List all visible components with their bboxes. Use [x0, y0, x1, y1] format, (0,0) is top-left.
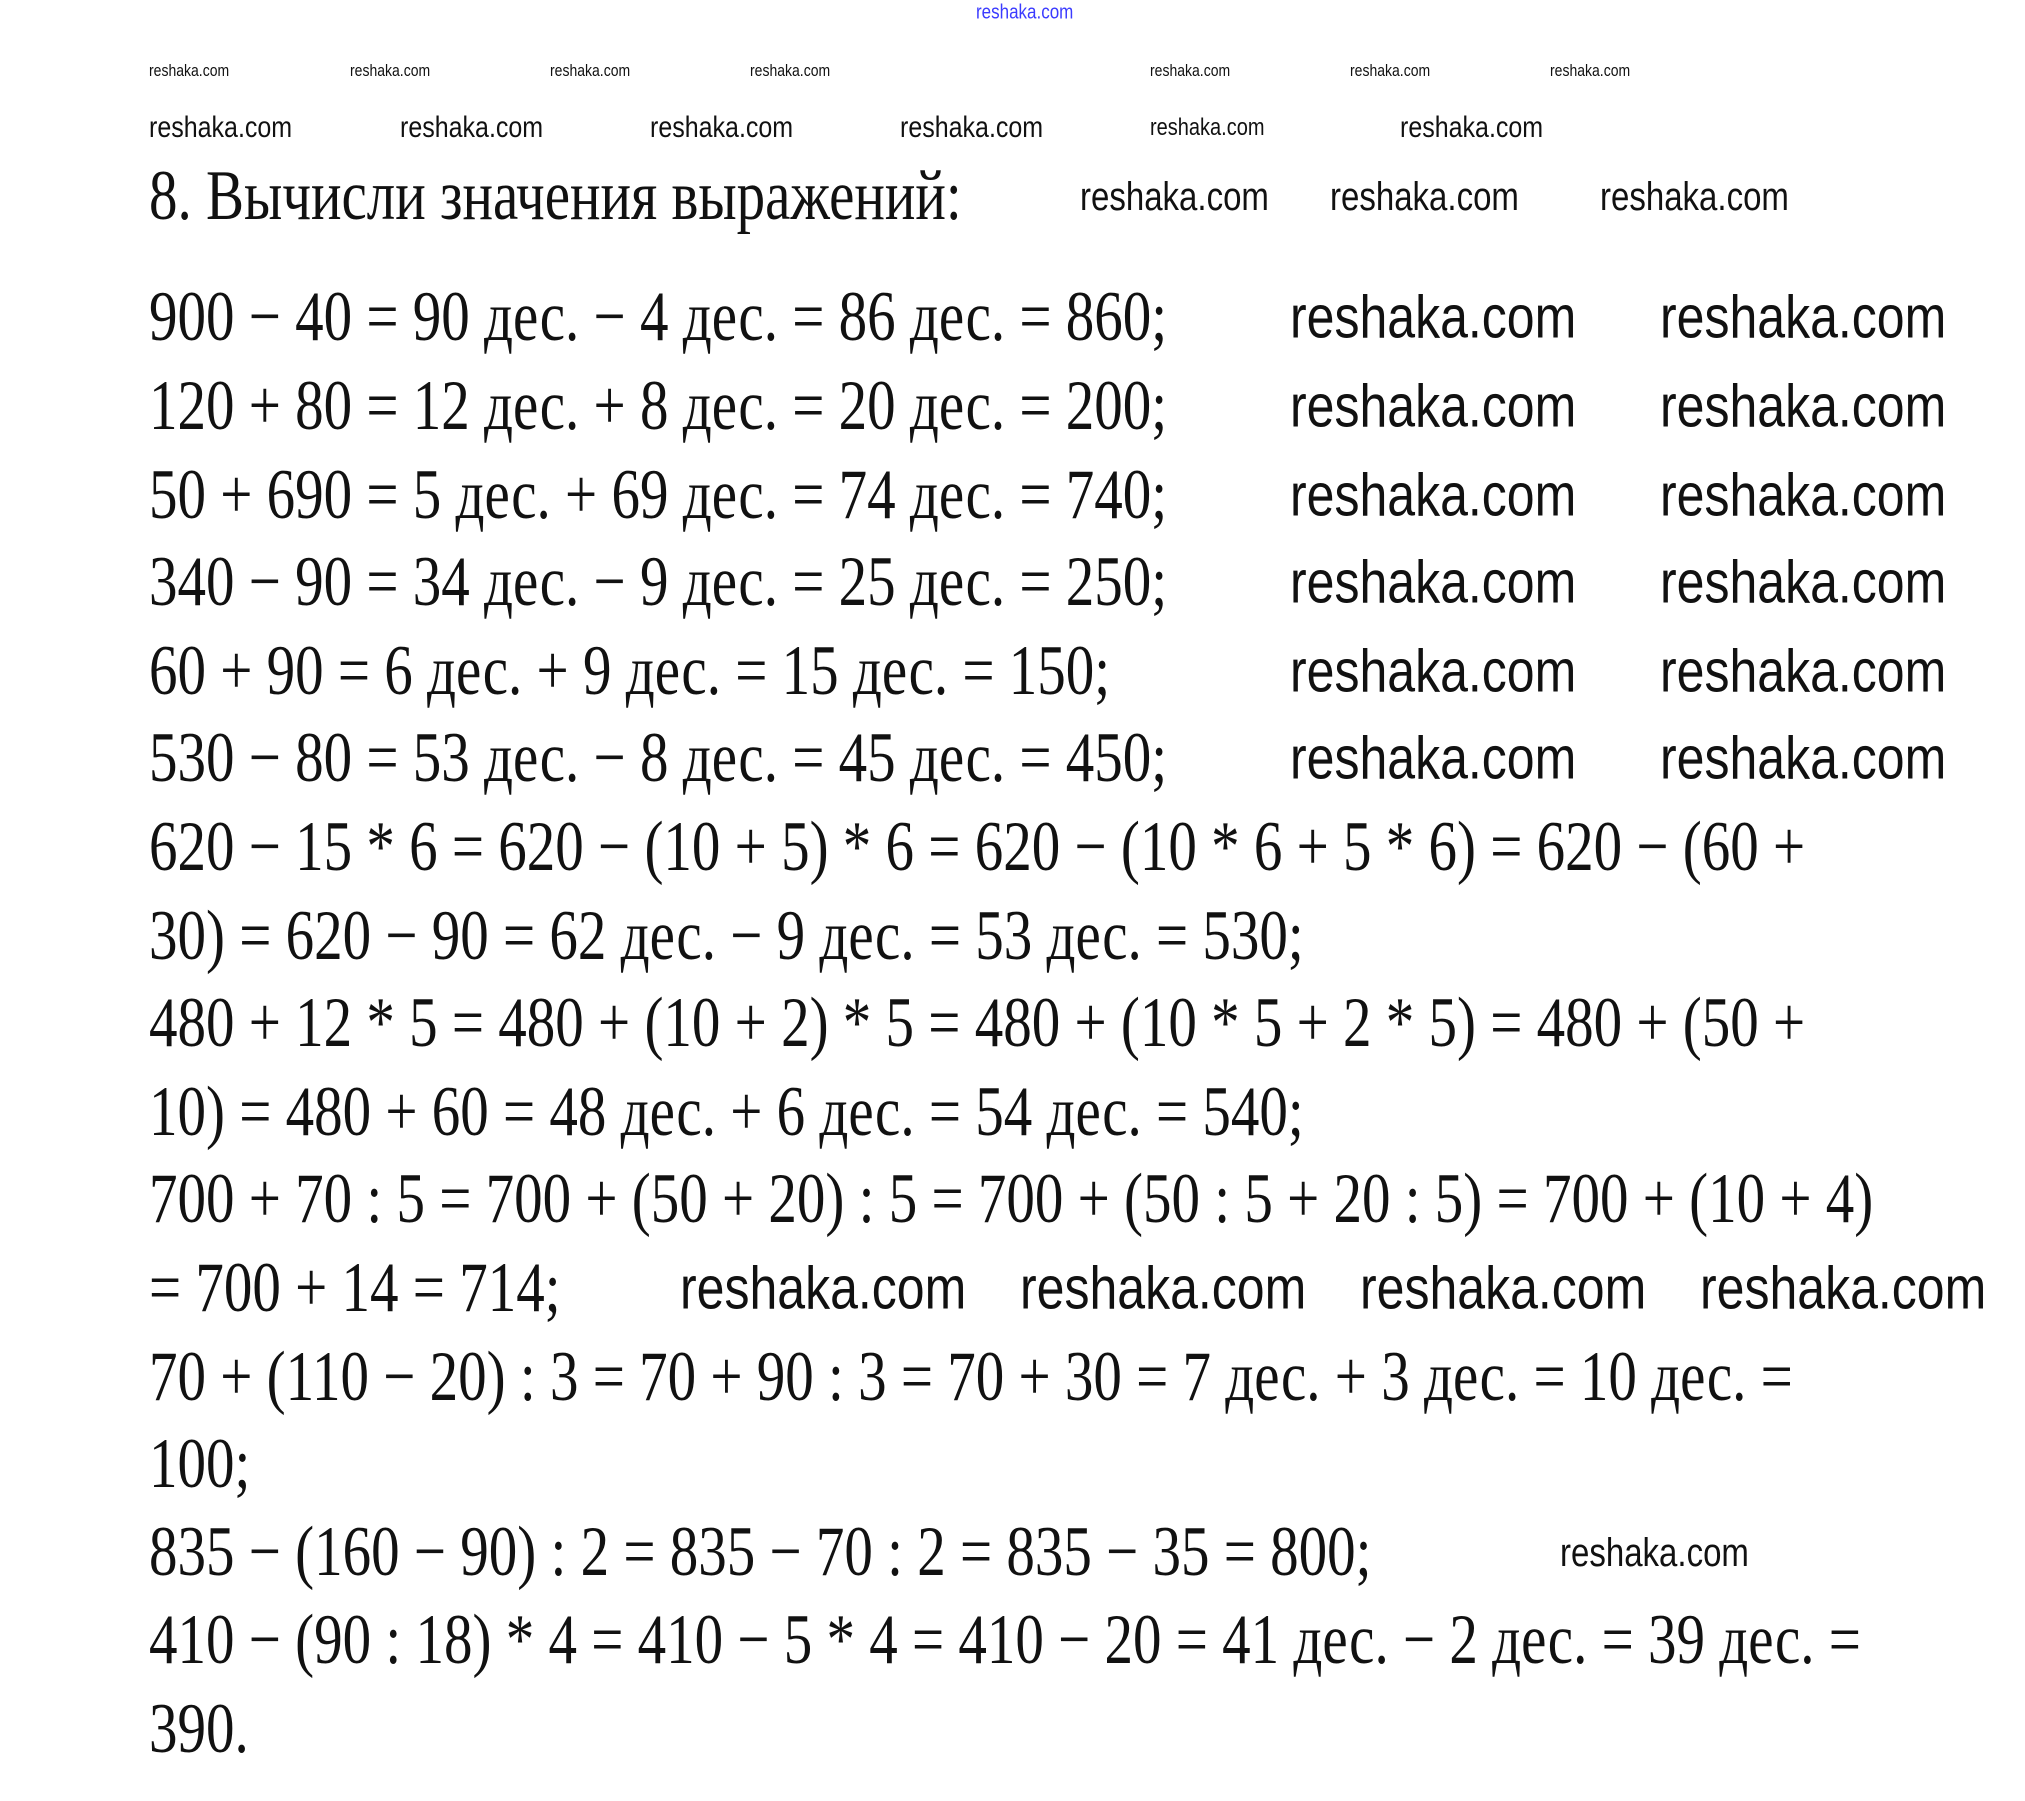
watermark: reshaka.com	[1600, 173, 1789, 219]
solution-line: 700 + 70 : 5 = 700 + (50 + 20) : 5 = 700 + (50 : 5 + 20 : 5) = 700 + (10 + 4)	[149, 1159, 1874, 1239]
watermark: reshaka.com	[550, 60, 631, 80]
watermark: reshaka.com	[1020, 1254, 1307, 1322]
watermark: reshaka.com	[1660, 461, 1947, 529]
watermark: reshaka.com	[1290, 283, 1577, 351]
watermark: reshaka.com	[1150, 114, 1265, 142]
watermark: reshaka.com	[1400, 110, 1544, 145]
solution-line: 390.	[149, 1689, 249, 1769]
watermark: reshaka.com	[1150, 60, 1231, 80]
solution-line: 100;	[149, 1424, 251, 1504]
watermark: reshaka.com	[1700, 1254, 1987, 1322]
watermark: reshaka.com	[149, 110, 293, 145]
watermark: reshaka.com	[400, 110, 544, 145]
solution-line: 70 + (110 − 20) : 3 = 70 + 90 : 3 = 70 + 30 = 7 дес. + 3 дес. = 10 дес. =	[149, 1337, 1793, 1417]
solution-line: 900 − 40 = 90 дес. − 4 дес. = 86 дес. = 860;	[149, 277, 1168, 357]
solution-line: 340 − 90 = 34 дес. − 9 дес. = 25 дес. = 250;	[149, 542, 1168, 622]
watermark: reshaka.com	[1360, 1254, 1647, 1322]
solution-line: 835 − (160 − 90) : 2 = 835 − 70 : 2 = 835 − 35 = 800;	[149, 1512, 1372, 1592]
watermark: reshaka.com	[1660, 637, 1947, 705]
solution-line: = 700 + 14 = 714;	[149, 1248, 561, 1328]
watermark: reshaka.com	[680, 1254, 967, 1322]
watermark: reshaka.com	[350, 60, 431, 80]
exercise-title: 8. Вычисли значения выражений:	[149, 156, 962, 236]
watermark: reshaka.com	[1290, 372, 1577, 440]
watermark: reshaka.com	[1660, 548, 1947, 616]
watermark: reshaka.com	[650, 110, 794, 145]
watermark: reshaka.com	[900, 110, 1044, 145]
watermark: reshaka.com	[1290, 637, 1577, 705]
solution-line: 120 + 80 = 12 дес. + 8 дес. = 20 дес. = 200;	[149, 366, 1168, 446]
header-watermark: reshaka.com	[976, 0, 1074, 24]
watermark: reshaka.com	[149, 60, 230, 80]
watermark: reshaka.com	[1290, 724, 1577, 792]
watermark: reshaka.com	[1290, 461, 1577, 529]
watermark: reshaka.com	[1290, 548, 1577, 616]
solution-line: 60 + 90 = 6 дес. + 9 дес. = 15 дес. = 150;	[149, 631, 1111, 711]
solution-line: 50 + 690 = 5 дес. + 69 дес. = 74 дес. = 740;	[149, 455, 1168, 535]
watermark: reshaka.com	[1350, 60, 1431, 80]
watermark: reshaka.com	[1660, 283, 1947, 351]
watermark: reshaka.com	[1550, 60, 1631, 80]
watermark: reshaka.com	[1080, 173, 1269, 219]
solution-line: 10) = 480 + 60 = 48 дес. + 6 дес. = 54 дес. = 540;	[149, 1072, 1304, 1152]
watermark: reshaka.com	[1660, 372, 1947, 440]
watermark: reshaka.com	[1330, 173, 1519, 219]
watermark: reshaka.com	[1560, 1529, 1749, 1575]
solution-line: 620 − 15 * 6 = 620 − (10 + 5) * 6 = 620 − (10 * 6 + 5 * 6) = 620 − (60 +	[149, 807, 1806, 887]
solution-line: 530 − 80 = 53 дес. − 8 дес. = 45 дес. = 450;	[149, 718, 1168, 798]
solution-line: 480 + 12 * 5 = 480 + (10 + 2) * 5 = 480 + (10 * 5 + 2 * 5) = 480 + (50 +	[149, 983, 1806, 1063]
solution-line: 410 − (90 : 18) * 4 = 410 − 5 * 4 = 410 − 20 = 41 дес. − 2 дес. = 39 дес. =	[149, 1600, 1861, 1680]
watermark: reshaka.com	[1660, 724, 1947, 792]
solution-line: 30) = 620 − 90 = 62 дес. − 9 дес. = 53 дес. = 530;	[149, 896, 1304, 976]
watermark: reshaka.com	[750, 60, 831, 80]
